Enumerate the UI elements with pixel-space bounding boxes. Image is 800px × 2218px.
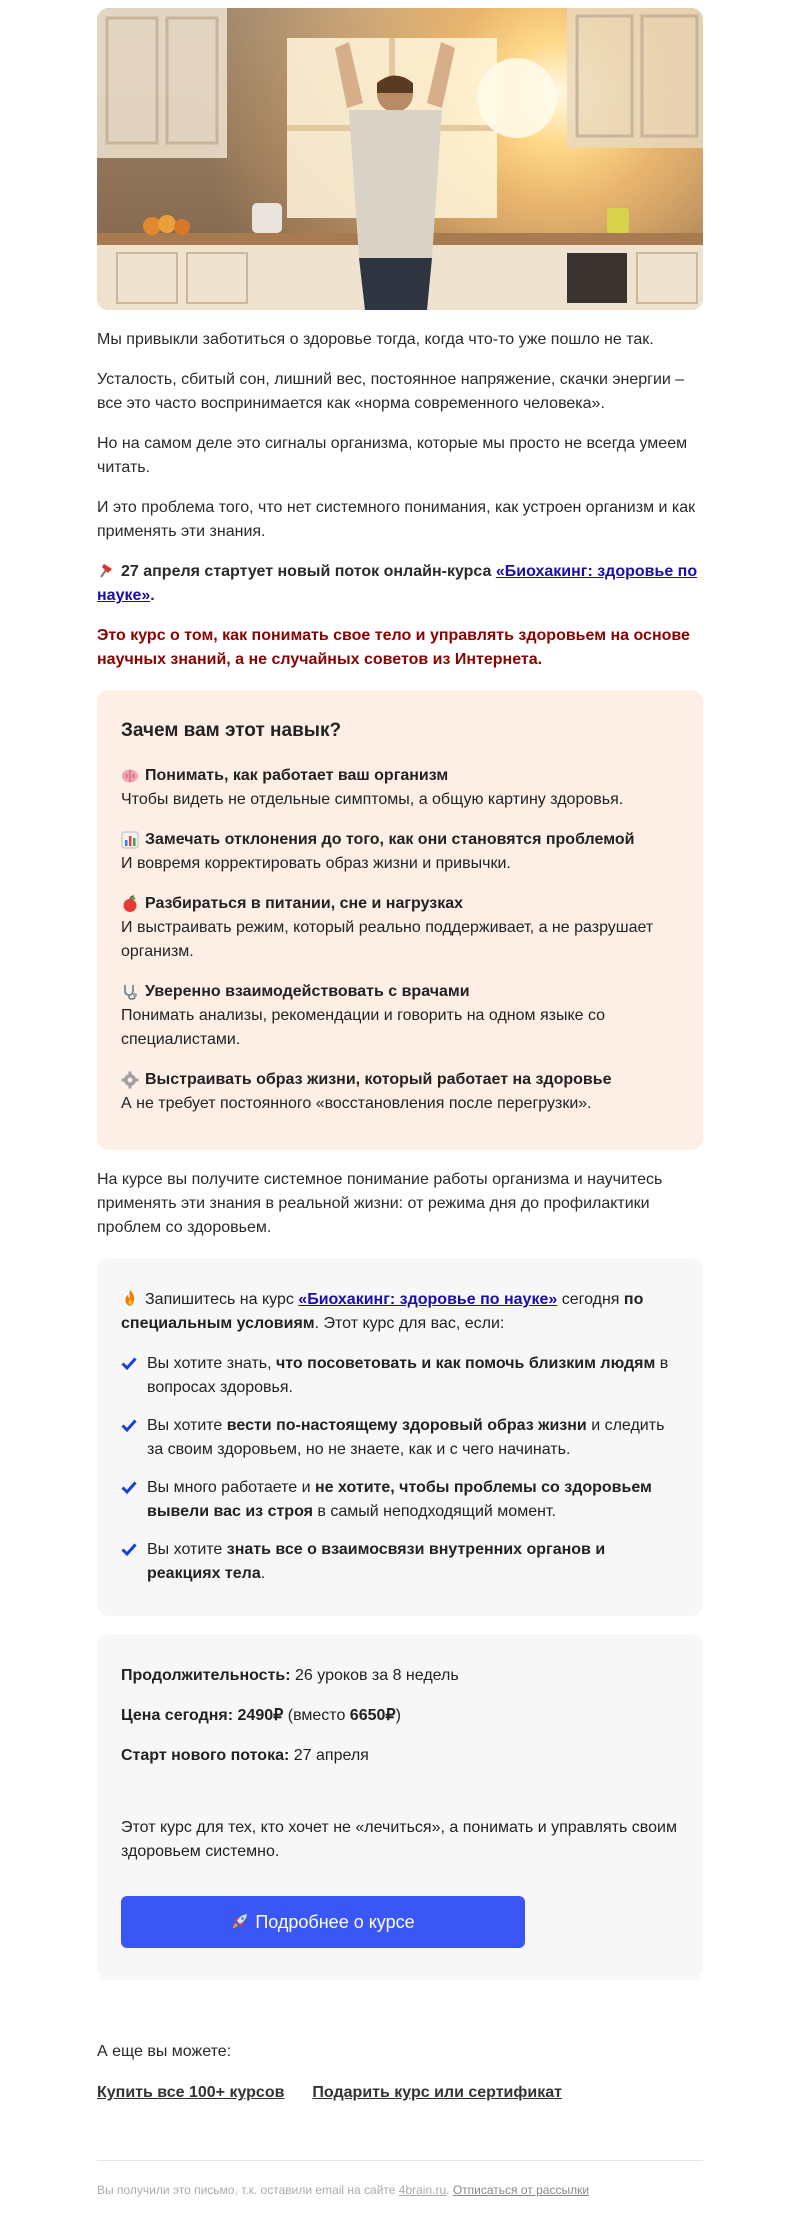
footer-text-mid: . (446, 2183, 453, 2197)
unsubscribe-link[interactable]: Отписаться от рассылки (452, 2183, 590, 2197)
audience-item (121, 1352, 679, 1400)
intro-paragraph-2: Усталость, сбитый сон, лишний вес, постоянное напряжение, скачки энергии – все это часто воспринимается как «норма современного человека». (97, 371, 685, 412)
audience-item-pre: Вы хотите (147, 1541, 227, 1558)
skill-text: А не требует постоянного «восстановления после перегрузки». (121, 1095, 592, 1112)
skills-title: Зачем вам этот навык? (121, 720, 342, 741)
intro-paragraph-1: Мы привыкли заботиться о здоровье тогда, когда что-то уже пошло не так. (97, 331, 654, 348)
skill-item (121, 892, 679, 964)
audience-item-pre: Вы хотите (147, 1417, 227, 1434)
skill-text: И вовремя корректировать образ жизни и привычки. (121, 855, 511, 872)
skill-item (121, 980, 679, 1052)
start-label: Старт нового потока: (121, 1747, 290, 1764)
more-label: А еще вы можете: (97, 2043, 232, 2060)
price-mid: (вместо (283, 1707, 350, 1724)
audience-item (121, 1476, 679, 1524)
stethoscope-icon (121, 983, 139, 1001)
skills-card (97, 690, 703, 1150)
highlight-text: Это курс о том, как понимать свое тело и управлять здоровьем на основе научных знаний, а не случайных советов из Интернета. (97, 627, 690, 668)
chart-icon (121, 831, 139, 849)
buy-all-courses-link[interactable]: Купить все 100+ курсов (97, 2084, 285, 2101)
announcement (97, 560, 703, 608)
more-links (97, 2084, 703, 2102)
checkmark-icon (121, 1417, 137, 1433)
hero-image (97, 8, 703, 310)
skill-head: Замечать отклонения до того, как они становятся проблемой (145, 831, 635, 848)
audience-item-post: в вопросах здоровья. (147, 1355, 669, 1396)
skill-item (121, 1068, 679, 1116)
price-end: ) (395, 1707, 401, 1724)
price-line (121, 1704, 679, 1728)
summary-paragraph: На курсе вы получите системное понимание работы организма и научитесь применять эти знания в реальной жизни: от режима дня до профилактики проблем со здоровьем. (97, 1171, 663, 1236)
audience-item-pre: Вы много работаете и (147, 1479, 315, 1496)
duration-label: Продолжительность: (121, 1667, 291, 1684)
skill-text: Понимать анализы, рекомендации и говорить на одном языке со специалистами. (121, 1007, 606, 1048)
course-details-button[interactable] (121, 1896, 525, 1948)
start-line (121, 1744, 679, 1768)
brain-icon (121, 767, 139, 785)
kitchen-illustration (97, 8, 703, 310)
footer-divider (97, 2160, 703, 2161)
audience-course-link[interactable]: «Биохакинг: здоровье по науке» (298, 1291, 558, 1308)
footer-text (97, 2183, 703, 2197)
skill-item (121, 764, 679, 812)
intro-paragraph-3: Но на самом деле это сигналы организма, которые мы просто не всегда умеем читать. (97, 435, 688, 476)
details-card (97, 1634, 703, 1980)
gear-icon (121, 1071, 139, 1089)
start-value: 27 апреля (289, 1747, 369, 1764)
apple-icon (121, 895, 139, 913)
skill-text: И выстраивать режим, который реально поддерживает, а не разрушает организм. (121, 919, 654, 960)
audience-item-bold: что посоветовать и как помочь близким людям (276, 1355, 656, 1372)
duration-value: 26 уроков за 8 недель (290, 1667, 459, 1684)
audience-lead-end: . Этот курс для вас, если: (314, 1315, 505, 1332)
audience-lead (121, 1288, 679, 1336)
audience-item (121, 1538, 679, 1586)
audience-lead-bold: по специальным условиям (121, 1291, 644, 1332)
announcement-end: . (150, 587, 155, 604)
audience-item-post: . (260, 1565, 266, 1582)
skill-head: Понимать, как работает ваш организм (145, 767, 449, 784)
audience-item-post: в самый неподходящий момент. (312, 1503, 556, 1520)
details-note: Этот курс для тех, кто хочет не «лечиться», а понимать и управлять своим здоровьем системно. (121, 1819, 677, 1860)
duration-line (121, 1664, 679, 1688)
audience-item-bold: не хотите, чтобы проблемы со здоровьем вывели вас из строя (147, 1479, 652, 1520)
email-body (97, 0, 703, 2197)
intro-paragraph-4: И это проблема того, что нет системного понимания, как устроен организм и как применять эти знания. (97, 499, 696, 540)
course-details-button-label: Подробнее о курсе (255, 1912, 415, 1932)
skill-head: Выстраивать образ жизни, который работает на здоровье (145, 1071, 612, 1088)
checkmark-icon (121, 1479, 137, 1495)
announcement-text: 27 апреля стартует новый поток онлайн-курса (121, 563, 496, 580)
site-link[interactable]: 4brain.ru (398, 2183, 447, 2197)
skill-head: Разбираться в питании, сне и нагрузках (145, 895, 464, 912)
footer-text-pre: Вы получили это письмо, т.к. оставили email на сайте (97, 2183, 399, 2197)
skill-item (121, 828, 679, 876)
rocket-icon (231, 1898, 249, 1916)
checkmark-icon (121, 1541, 137, 1557)
checkmark-icon (121, 1355, 137, 1371)
audience-item (121, 1414, 679, 1462)
audience-item-post: и следить за своим здоровьем, но не знаете, как и с чего начинать. (147, 1417, 665, 1458)
price-old: 6650₽ (349, 1707, 396, 1724)
audience-item-bold: вести по-настоящему здоровый образ жизни (226, 1417, 587, 1434)
course-link[interactable]: «Биохакинг: здоровье по науке» (97, 563, 698, 604)
audience-card (97, 1258, 703, 1616)
skill-text: Чтобы видеть не отдельные симптомы, а общую картину здоровья. (121, 791, 624, 808)
pushpin-icon (97, 561, 115, 579)
audience-item-bold: знать все о взаимосвязи внутренних органов и реакциях тела (147, 1541, 606, 1582)
audience-lead-pre: Запишитесь на курс (145, 1291, 299, 1308)
gift-course-link[interactable]: Подарить курс или сертификат (312, 2084, 562, 2101)
price-label: Цена сегодня: 2490₽ (121, 1707, 284, 1724)
fire-icon (121, 1289, 139, 1307)
skill-head: Уверенно взаимодействовать с врачами (145, 983, 470, 1000)
audience-item-pre: Вы хотите знать, (147, 1355, 277, 1372)
audience-lead-mid: сегодня (557, 1291, 624, 1308)
